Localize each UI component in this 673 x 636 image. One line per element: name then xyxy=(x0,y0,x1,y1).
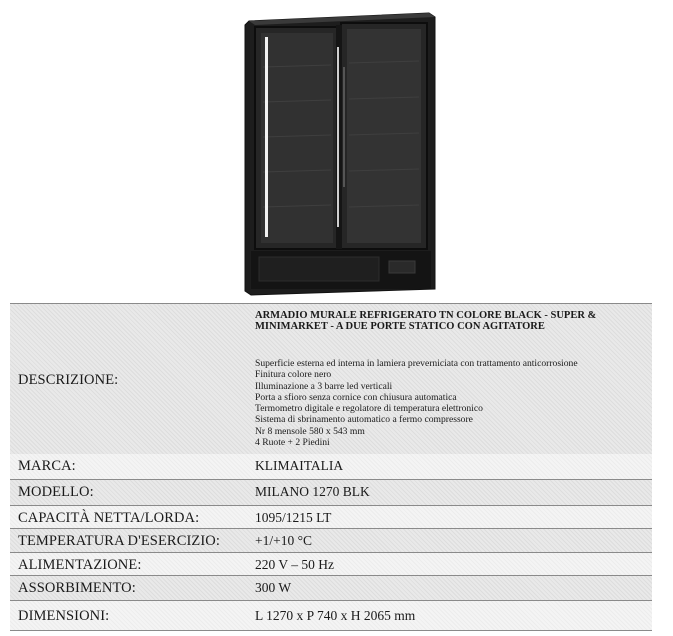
description-line: Sistema di sbrinamento automatico a fermo compressore xyxy=(255,414,473,426)
description-line: Finitura colore nero xyxy=(255,369,332,381)
spec-row-dimensions xyxy=(10,601,652,631)
spec-table xyxy=(10,303,652,633)
spec-row-power-supply xyxy=(10,553,652,576)
left-door-glass xyxy=(261,33,333,243)
brand-value: KLIMAITALIA xyxy=(255,458,344,473)
power-supply-value: 220 V – 50 Hz xyxy=(255,557,335,572)
capacity-label: CAPACITÀ NETTA/LORDA: xyxy=(18,510,200,526)
spec-row-temperature xyxy=(10,529,652,553)
product-title xyxy=(255,310,615,332)
description-line: Illuminazione a 3 barre led verticali xyxy=(255,380,393,392)
brand-label: MARCA: xyxy=(18,458,76,474)
description-line: Superficie esterna ed interna in lamiera preverniciata con trattamento anticorrosione xyxy=(255,358,578,369)
description-row xyxy=(10,303,652,455)
consumption-label: ASSORBIMENTO: xyxy=(18,580,136,596)
product-photo xyxy=(243,7,439,299)
title-line-1: ARMADIO MURALE REFRIGERATO TN COLORE BLACK - SUPER & xyxy=(255,310,597,321)
led-bar-center xyxy=(337,47,339,227)
door-handle xyxy=(343,67,345,187)
consumption-value: 300 W xyxy=(255,580,292,595)
dimensions-value: L 1270 x P 740 x H 2065 mm xyxy=(255,608,416,623)
dimensions-label: DIMENSIONI: xyxy=(18,608,110,624)
model-label: MODELLO: xyxy=(18,484,94,500)
temperature-value: +1/+10 °C xyxy=(255,533,313,548)
spec-row-brand xyxy=(10,454,652,480)
description-list xyxy=(255,358,578,448)
led-bar-left xyxy=(265,37,268,237)
base-grille xyxy=(259,257,379,281)
description-line: 4 Ruote + 2 Piedini xyxy=(255,437,330,449)
capacity-value: 1095/1215 LT xyxy=(255,510,332,525)
temperature-label: TEMPERATURA D'ESERCIZIO: xyxy=(18,533,220,549)
spec-row-consumption xyxy=(10,576,652,601)
model-value: MILANO 1270 BLK xyxy=(255,484,370,499)
spec-row-capacity xyxy=(10,506,652,529)
power-supply-label: ALIMENTAZIONE: xyxy=(18,557,142,573)
description-label: DESCRIZIONE: xyxy=(18,372,119,388)
title-line-2: MINIMARKET - A DUE PORTE STATICO CON AGITATORE xyxy=(255,321,545,332)
description-line: Nr 8 mensole 580 x 543 mm xyxy=(255,425,365,437)
controller-panel xyxy=(389,261,415,273)
spec-row-model xyxy=(10,480,652,506)
description-line: Porta a sfioro senza cornice con chiusura automatica xyxy=(255,391,457,403)
description-line: Termometro digitale e regolatore di temperatura elettronico xyxy=(255,403,483,415)
